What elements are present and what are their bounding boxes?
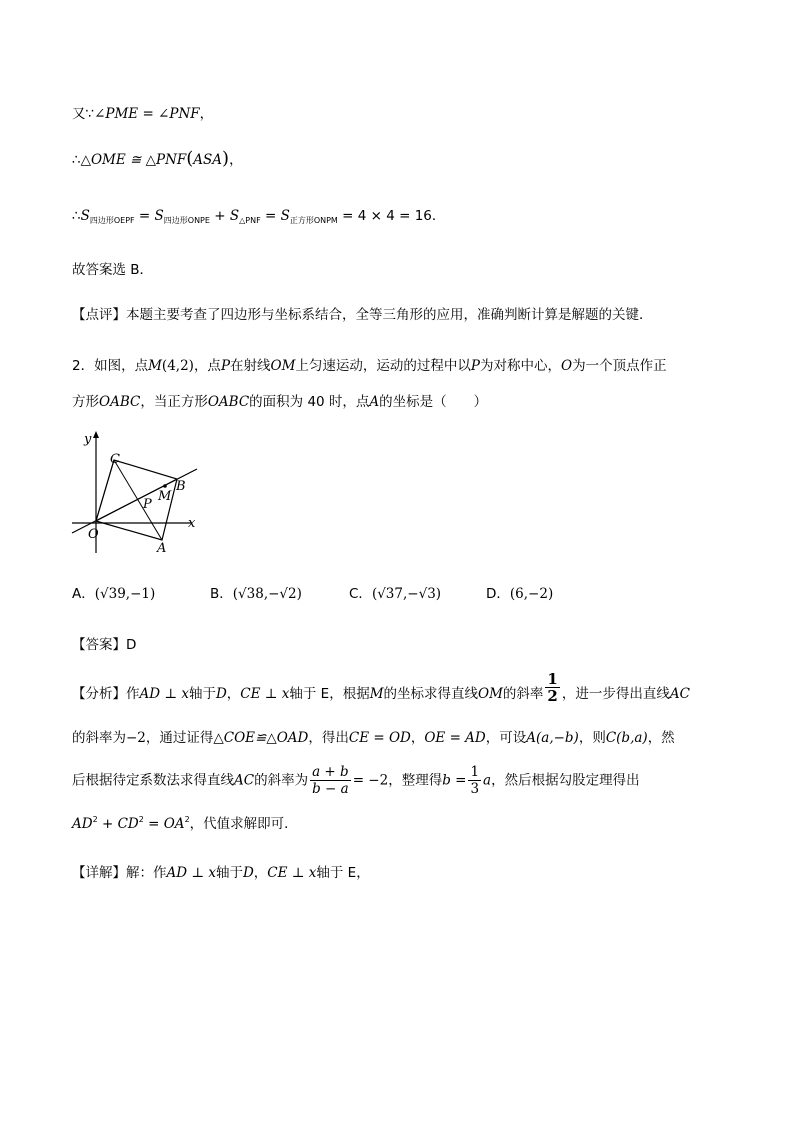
label-b: B: [176, 479, 186, 494]
math: A: [369, 394, 380, 410]
answer-line: [72, 633, 136, 653]
analysis-tag: 【分析】: [72, 686, 126, 702]
subscript: 四边形OEPF: [89, 216, 135, 225]
subscript: △PNF: [239, 216, 261, 225]
math: P: [470, 358, 481, 374]
math: OM: [478, 686, 503, 702]
text: 轴于: [188, 686, 216, 702]
segment-oc: [96, 460, 114, 521]
math: AC: [669, 686, 690, 702]
text: 的面积为 40 时，点: [249, 394, 370, 410]
math: D: [242, 865, 254, 881]
options-row: [72, 582, 592, 602]
paren-open: (: [186, 148, 194, 169]
math: b =: [442, 772, 467, 789]
option-text: (√38,−√2): [232, 586, 302, 602]
math: = −2: [352, 772, 389, 789]
text: 又∵: [72, 106, 95, 122]
text: ，: [229, 152, 243, 168]
analysis-line-3: [72, 764, 640, 797]
fraction-third: [468, 764, 481, 797]
math: OABC: [99, 394, 141, 410]
option-label: C．: [349, 586, 372, 602]
text: ，可设: [485, 730, 527, 746]
text: ，则: [578, 730, 606, 746]
label-p: P: [143, 497, 152, 512]
text: ，通过证得: [145, 730, 214, 746]
denominator: 3: [470, 781, 480, 797]
math: OE = AD: [424, 730, 486, 746]
solution-line-congruence: [72, 148, 243, 169]
answer-choice-line: 故答案选 B．: [72, 262, 154, 278]
answer-value: D: [126, 637, 137, 653]
text: ，整理得: [388, 772, 443, 789]
text: 为对称中心，: [480, 358, 562, 374]
text: 2．如图，点: [72, 358, 149, 374]
analysis-line-4: [72, 812, 298, 832]
label-m: M: [158, 489, 172, 504]
option-d[interactable]: [486, 582, 553, 602]
solution-line-area: [72, 204, 445, 226]
numerator: 1: [547, 669, 558, 688]
text: =: [143, 816, 164, 832]
option-text: (√39,−1): [94, 586, 156, 602]
math: OA: [163, 816, 185, 832]
text: ，: [226, 686, 241, 702]
text: 轴于 E，: [316, 865, 370, 881]
text: +: [97, 816, 118, 832]
label-o: O: [88, 527, 99, 542]
denominator: 2: [547, 686, 558, 705]
math: CE ⊥ x: [240, 686, 290, 702]
text: ，: [199, 106, 214, 122]
math: C(b,a): [605, 730, 648, 746]
text: =: [260, 208, 281, 224]
option-b[interactable]: [210, 582, 302, 602]
text: +: [209, 208, 230, 224]
text: =: [134, 208, 155, 224]
detail-line: [72, 861, 370, 881]
answer-tag: 【答案】: [72, 637, 126, 653]
math: M: [369, 686, 384, 702]
denominator: b − a: [312, 781, 349, 797]
math-asa: ASA: [193, 152, 223, 168]
option-text: (√37,−√3): [371, 586, 442, 602]
analysis-line-1: [72, 669, 690, 705]
solution-line-angle: [72, 102, 213, 122]
option-text: (6,−2): [509, 586, 554, 602]
text: 后根据待定系数法求得直线: [72, 772, 234, 789]
text: 解：作: [126, 865, 167, 881]
text: 轴于: [215, 865, 243, 881]
text: ，当正方形: [140, 394, 208, 410]
fraction-half: [545, 671, 559, 704]
label-a: A: [157, 541, 167, 556]
math-s: S: [280, 208, 290, 224]
text: 的斜率为: [254, 772, 309, 789]
math: a: [483, 772, 492, 789]
superscript: 2: [138, 815, 144, 824]
geometry-figure: [70, 428, 210, 558]
math: OM: [270, 358, 296, 374]
math: AD ⊥ x: [139, 686, 189, 702]
text: 的斜率: [502, 686, 544, 702]
label-y: y: [84, 432, 92, 447]
point-m: [163, 484, 167, 488]
text: ，点: [193, 358, 221, 374]
math: D: [215, 686, 227, 702]
math: △COE≌△OAD: [213, 730, 309, 746]
label-c: C: [110, 452, 120, 467]
superscript: 2: [92, 815, 98, 824]
text: ，得出: [308, 730, 349, 746]
text: 的坐标是（ ）: [379, 394, 488, 410]
math: AD ⊥ x: [166, 865, 216, 881]
math: A(a,−b): [526, 730, 579, 746]
text: ，: [253, 865, 268, 881]
text: ∴: [72, 208, 81, 224]
math: CE ⊥ x: [267, 865, 317, 881]
math: −2: [126, 730, 146, 746]
question-2-line-2: [72, 390, 487, 410]
text: 上匀速运动，运动的过程中以: [295, 358, 471, 374]
math: CD: [117, 816, 139, 832]
text: ，: [410, 730, 425, 746]
subscript: 正方形ONPM: [289, 216, 338, 225]
option-label: B．: [210, 586, 233, 602]
text: 的坐标求得直线: [383, 686, 479, 702]
math: O: [561, 358, 573, 374]
math-s: S: [229, 208, 240, 224]
numerator: a + b: [312, 764, 349, 780]
analysis-line-2: [72, 726, 675, 746]
math-congruence: △OME ≅ △PNF: [80, 152, 187, 168]
fraction-slope: [310, 764, 351, 797]
subscript: 四边形ONPE: [163, 216, 210, 225]
text: ，然: [647, 730, 675, 746]
text: = 4 × 4 = 16: [337, 208, 432, 224]
option-label: A．: [72, 586, 95, 602]
text: 轴于 E，根据: [289, 686, 370, 702]
text: ．: [431, 208, 446, 224]
text: ，然后根据勾股定理得出: [491, 772, 640, 789]
option-label: D．: [486, 586, 510, 602]
option-c[interactable]: [349, 582, 441, 602]
option-a[interactable]: [72, 582, 155, 602]
paren-close: ): [222, 148, 230, 169]
math: P: [220, 358, 231, 374]
question-2-line-1: [72, 354, 667, 374]
text: 的斜率为: [72, 730, 126, 746]
text: 在射线: [230, 358, 271, 374]
numerator: 1: [470, 764, 480, 780]
y-axis-arrow: [93, 431, 99, 438]
math: AC: [234, 772, 255, 789]
text: 为一个顶点作正: [572, 358, 667, 374]
math-angle-equality: ∠PME = ∠PNF: [94, 106, 200, 122]
math: (4,2): [161, 358, 194, 374]
superscript: 2: [184, 815, 190, 824]
math: M: [148, 358, 162, 374]
comment-line: 【点评】本题主要考查了四边形与坐标系结合，全等三角形的应用，准确判断计算是解题的关键．: [72, 307, 653, 323]
math: OABC: [207, 394, 250, 410]
math: CE = OD: [348, 730, 411, 746]
text: 方形: [72, 394, 99, 410]
math: AD: [72, 816, 93, 832]
text: 作: [126, 686, 140, 702]
detail-tag: 【详解】: [72, 865, 126, 881]
text: ，代值求解即可．: [189, 816, 298, 832]
label-x: x: [188, 516, 196, 531]
math-s: S: [80, 208, 90, 224]
text: ∴: [72, 152, 81, 168]
math-s: S: [154, 208, 164, 224]
text: ，进一步得出直线: [561, 686, 670, 702]
